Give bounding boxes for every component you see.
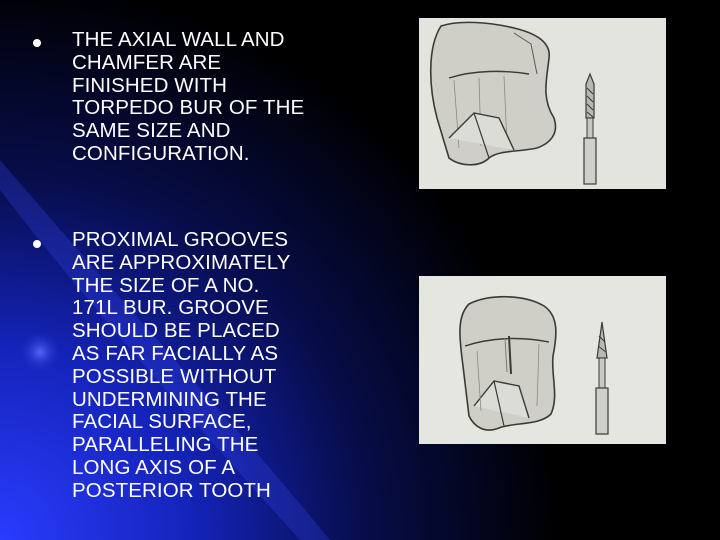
text-line: SHOULD BE PLACED <box>72 319 280 343</box>
bullet-point-1 <box>33 39 41 47</box>
text-line: POSTERIOR TOOTH <box>72 478 271 502</box>
text-line: CONFIGURATION. <box>72 141 250 165</box>
text-line: POSSIBLE WITHOUT <box>72 364 277 388</box>
text-line: THE AXIAL WALL AND <box>72 28 285 51</box>
text-line: ARE APPROXIMATELY <box>72 250 291 274</box>
text-line: SAME SIZE AND <box>72 119 231 143</box>
text-line: 171L BUR. GROOVE <box>72 296 269 320</box>
text-line: PARALLELING THE <box>72 433 259 457</box>
text-line: CHAMFER ARE <box>72 50 222 74</box>
text-line: LONG AXIS OF A <box>72 455 236 479</box>
bullet-point-2 <box>33 240 41 248</box>
bullet-text-1 <box>72 29 304 166</box>
tooth-proximal-groove-with-171l-bur-illustration <box>419 276 666 444</box>
text-line: THE SIZE OF A NO. <box>72 273 260 297</box>
text-line: TORPEDO BUR OF THE <box>72 96 305 120</box>
text-line: FACIAL SURFACE, <box>72 410 252 434</box>
text-line: AS FAR FACIALLY AS <box>72 341 279 365</box>
text-line: FINISHED WITH <box>72 73 228 97</box>
text-line: PROXIMAL GROOVES <box>72 228 289 251</box>
text-line: UNDERMINING THE <box>72 387 267 411</box>
tooth-preparation-with-torpedo-bur-illustration <box>419 18 666 189</box>
bullet-text-2 <box>72 229 291 503</box>
